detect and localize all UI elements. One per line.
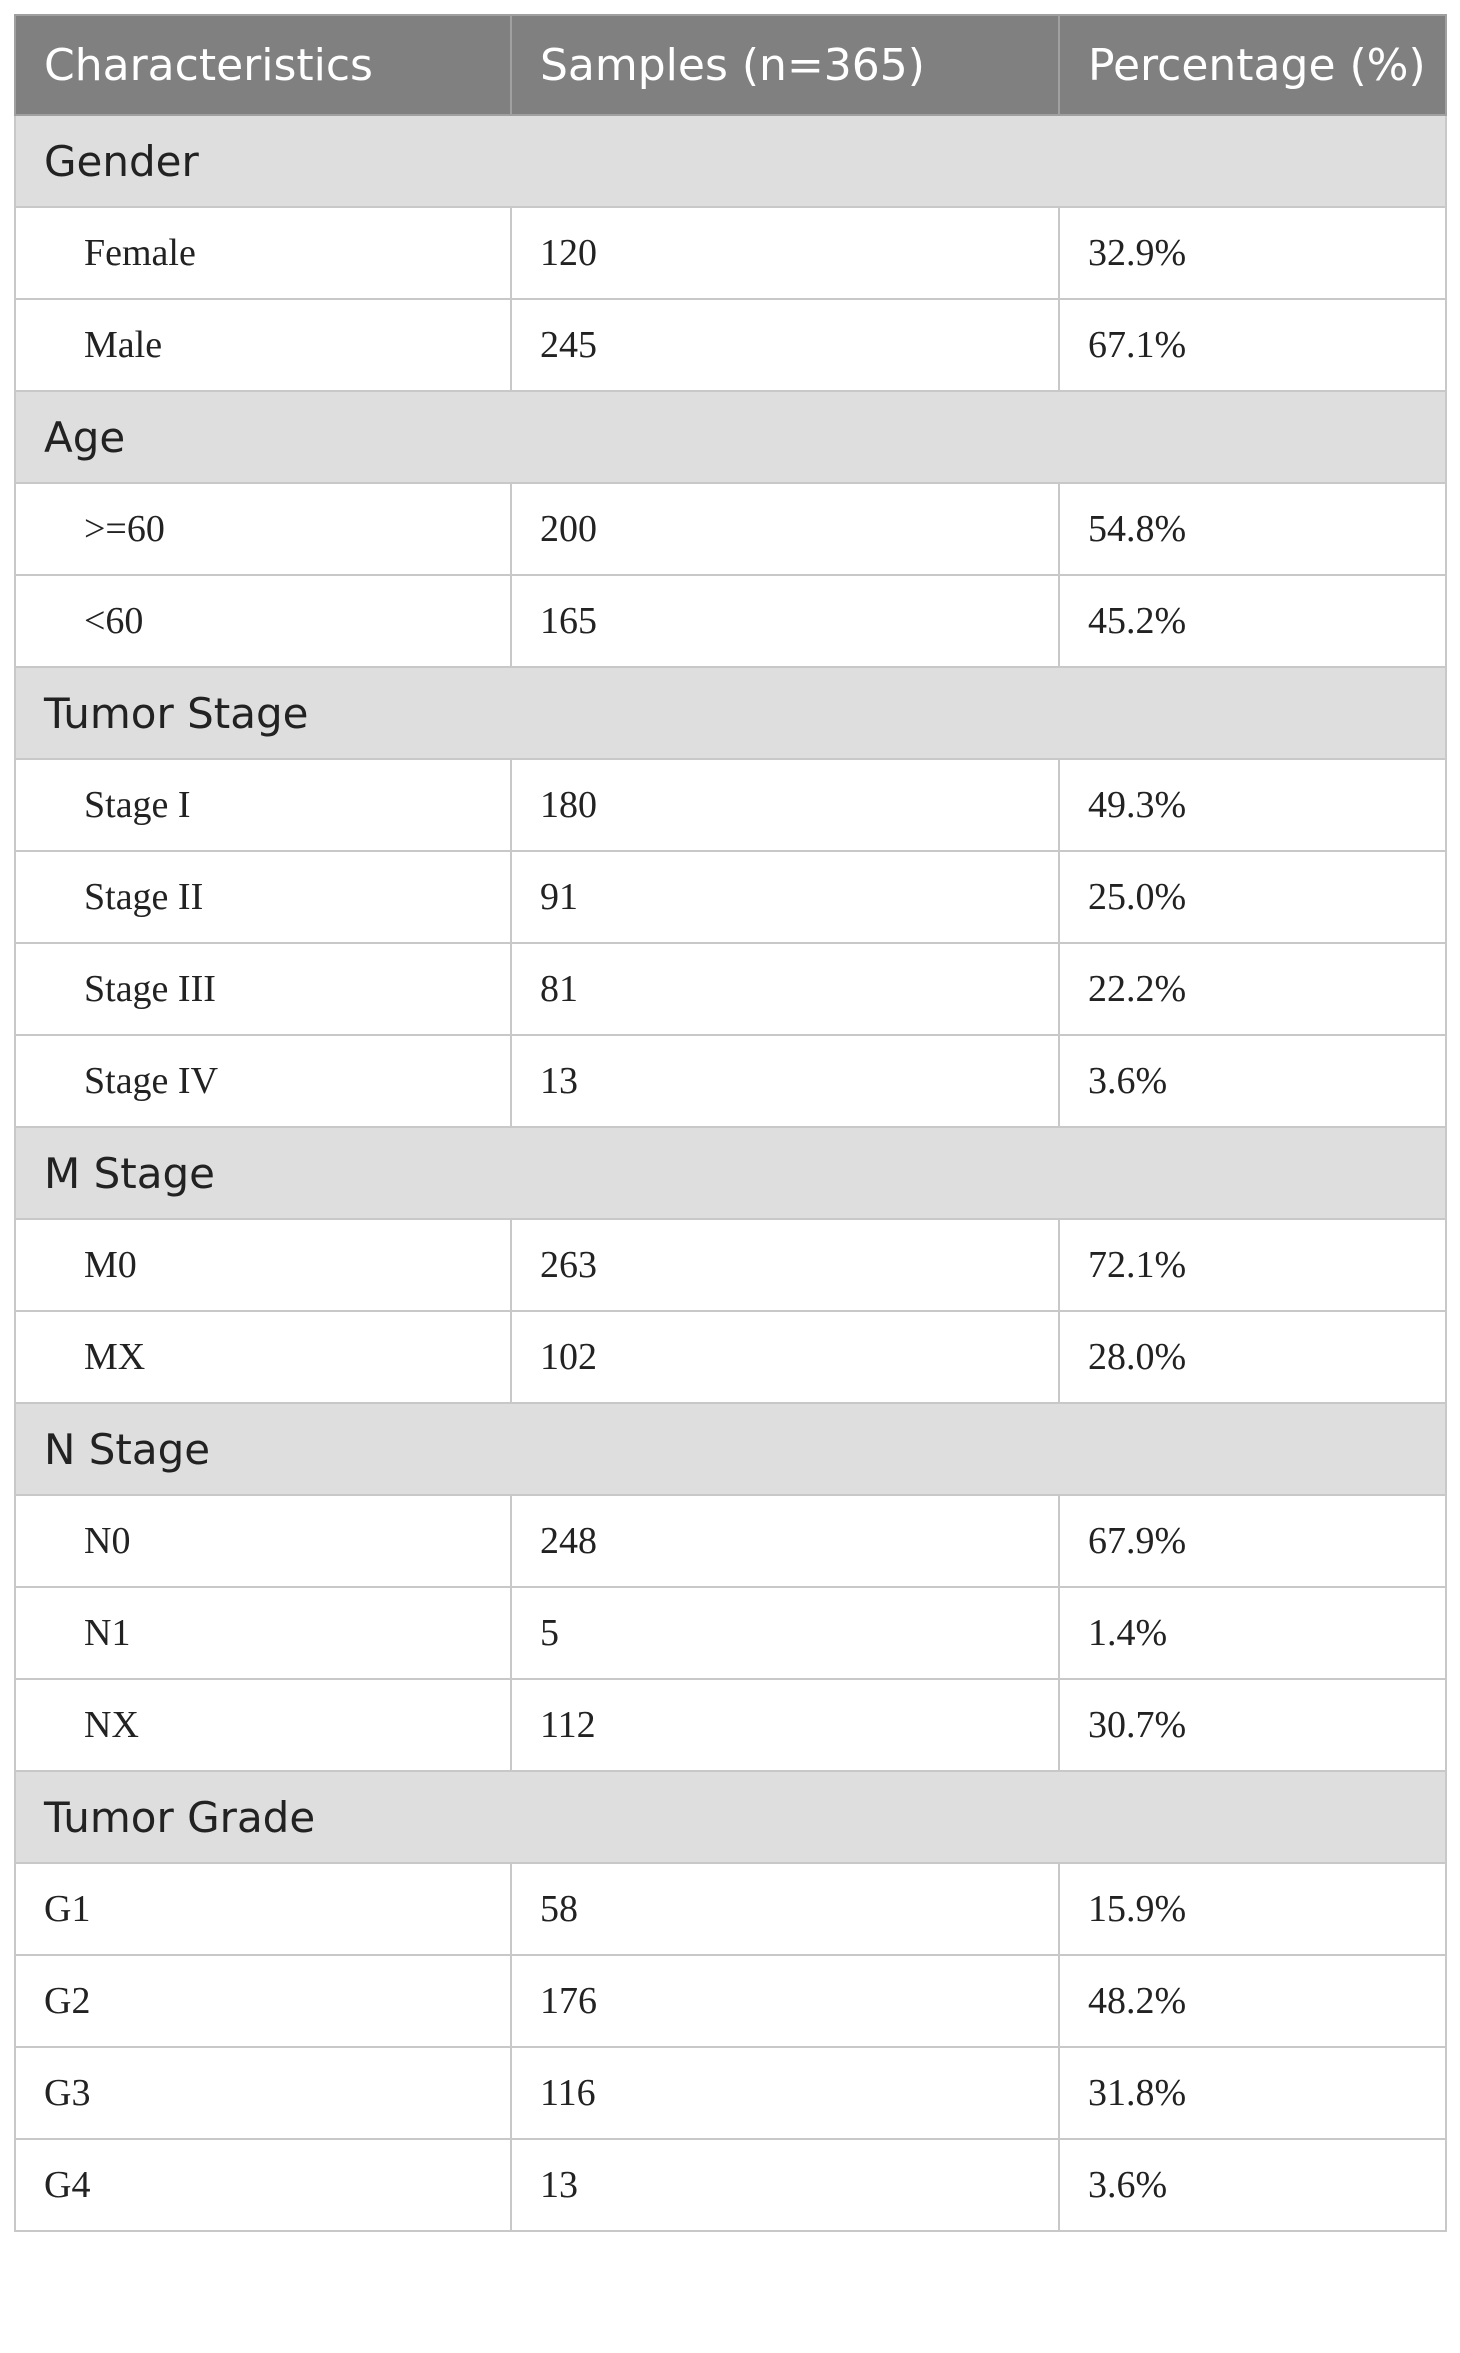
row-samples: 248: [511, 1495, 1059, 1587]
row-percentage: 28.0%: [1059, 1311, 1446, 1403]
table-row: [15, 575, 1446, 667]
table-row: [15, 1035, 1446, 1127]
row-percentage: 67.1%: [1059, 299, 1446, 391]
table-row: [15, 483, 1446, 575]
table-row: [15, 2047, 1446, 2139]
group-title: Gender: [15, 115, 1446, 207]
group-row-n-stage: [15, 1403, 1446, 1495]
row-percentage: 45.2%: [1059, 575, 1446, 667]
group-row-gender: [15, 115, 1446, 207]
table-row: [15, 759, 1446, 851]
row-label: Stage II: [15, 851, 511, 943]
table-row: [15, 1863, 1446, 1955]
group-title: Tumor Grade: [15, 1771, 1446, 1863]
row-samples: 263: [511, 1219, 1059, 1311]
table-row: [15, 1219, 1446, 1311]
header-samples: Samples (n=365): [511, 15, 1059, 115]
row-percentage: 1.4%: [1059, 1587, 1446, 1679]
group-row-age: [15, 391, 1446, 483]
table-row: [15, 1955, 1446, 2047]
header-characteristics: Characteristics: [15, 15, 511, 115]
row-percentage: 30.7%: [1059, 1679, 1446, 1771]
row-percentage: 31.8%: [1059, 2047, 1446, 2139]
row-percentage: 3.6%: [1059, 1035, 1446, 1127]
row-label: Male: [15, 299, 511, 391]
row-label: NX: [15, 1679, 511, 1771]
table-row: [15, 1587, 1446, 1679]
row-percentage: 15.9%: [1059, 1863, 1446, 1955]
row-label: Stage III: [15, 943, 511, 1035]
row-samples: 58: [511, 1863, 1059, 1955]
row-samples: 200: [511, 483, 1059, 575]
table-row: [15, 851, 1446, 943]
row-samples: 116: [511, 2047, 1059, 2139]
row-percentage: 49.3%: [1059, 759, 1446, 851]
row-label: G3: [15, 2047, 511, 2139]
row-samples: 81: [511, 943, 1059, 1035]
group-row-tumor-stage: [15, 667, 1446, 759]
row-percentage: 32.9%: [1059, 207, 1446, 299]
table-row: [15, 1679, 1446, 1771]
row-samples: 13: [511, 1035, 1059, 1127]
table-row: [15, 2139, 1446, 2231]
row-samples: 165: [511, 575, 1059, 667]
row-percentage: 54.8%: [1059, 483, 1446, 575]
row-label: G4: [15, 2139, 511, 2231]
row-samples: 180: [511, 759, 1059, 851]
row-label: <60: [15, 575, 511, 667]
row-label: G1: [15, 1863, 511, 1955]
header-percentage: Percentage (%): [1059, 15, 1446, 115]
row-samples: 5: [511, 1587, 1059, 1679]
group-title: N Stage: [15, 1403, 1446, 1495]
row-label: >=60: [15, 483, 511, 575]
row-label: Stage I: [15, 759, 511, 851]
row-percentage: 22.2%: [1059, 943, 1446, 1035]
row-samples: 102: [511, 1311, 1059, 1403]
row-samples: 13: [511, 2139, 1059, 2231]
table-row: [15, 207, 1446, 299]
group-row-tumor-grade: [15, 1771, 1446, 1863]
row-label: Stage IV: [15, 1035, 511, 1127]
row-label: M0: [15, 1219, 511, 1311]
row-samples: 245: [511, 299, 1059, 391]
row-percentage: 48.2%: [1059, 1955, 1446, 2047]
table-row: [15, 1495, 1446, 1587]
table-row: [15, 943, 1446, 1035]
row-percentage: 25.0%: [1059, 851, 1446, 943]
group-title: Age: [15, 391, 1446, 483]
row-samples: 120: [511, 207, 1059, 299]
row-label: N0: [15, 1495, 511, 1587]
characteristics-table: [14, 14, 1447, 2232]
group-title: Tumor Stage: [15, 667, 1446, 759]
table-row: [15, 1311, 1446, 1403]
group-row-m-stage: [15, 1127, 1446, 1219]
row-label: MX: [15, 1311, 511, 1403]
row-label: G2: [15, 1955, 511, 2047]
row-samples: 112: [511, 1679, 1059, 1771]
row-samples: 91: [511, 851, 1059, 943]
row-percentage: 3.6%: [1059, 2139, 1446, 2231]
table-row: [15, 299, 1446, 391]
row-percentage: 72.1%: [1059, 1219, 1446, 1311]
header-row: [15, 15, 1446, 115]
row-samples: 176: [511, 1955, 1059, 2047]
row-label: N1: [15, 1587, 511, 1679]
row-percentage: 67.9%: [1059, 1495, 1446, 1587]
row-label: Female: [15, 207, 511, 299]
group-title: M Stage: [15, 1127, 1446, 1219]
